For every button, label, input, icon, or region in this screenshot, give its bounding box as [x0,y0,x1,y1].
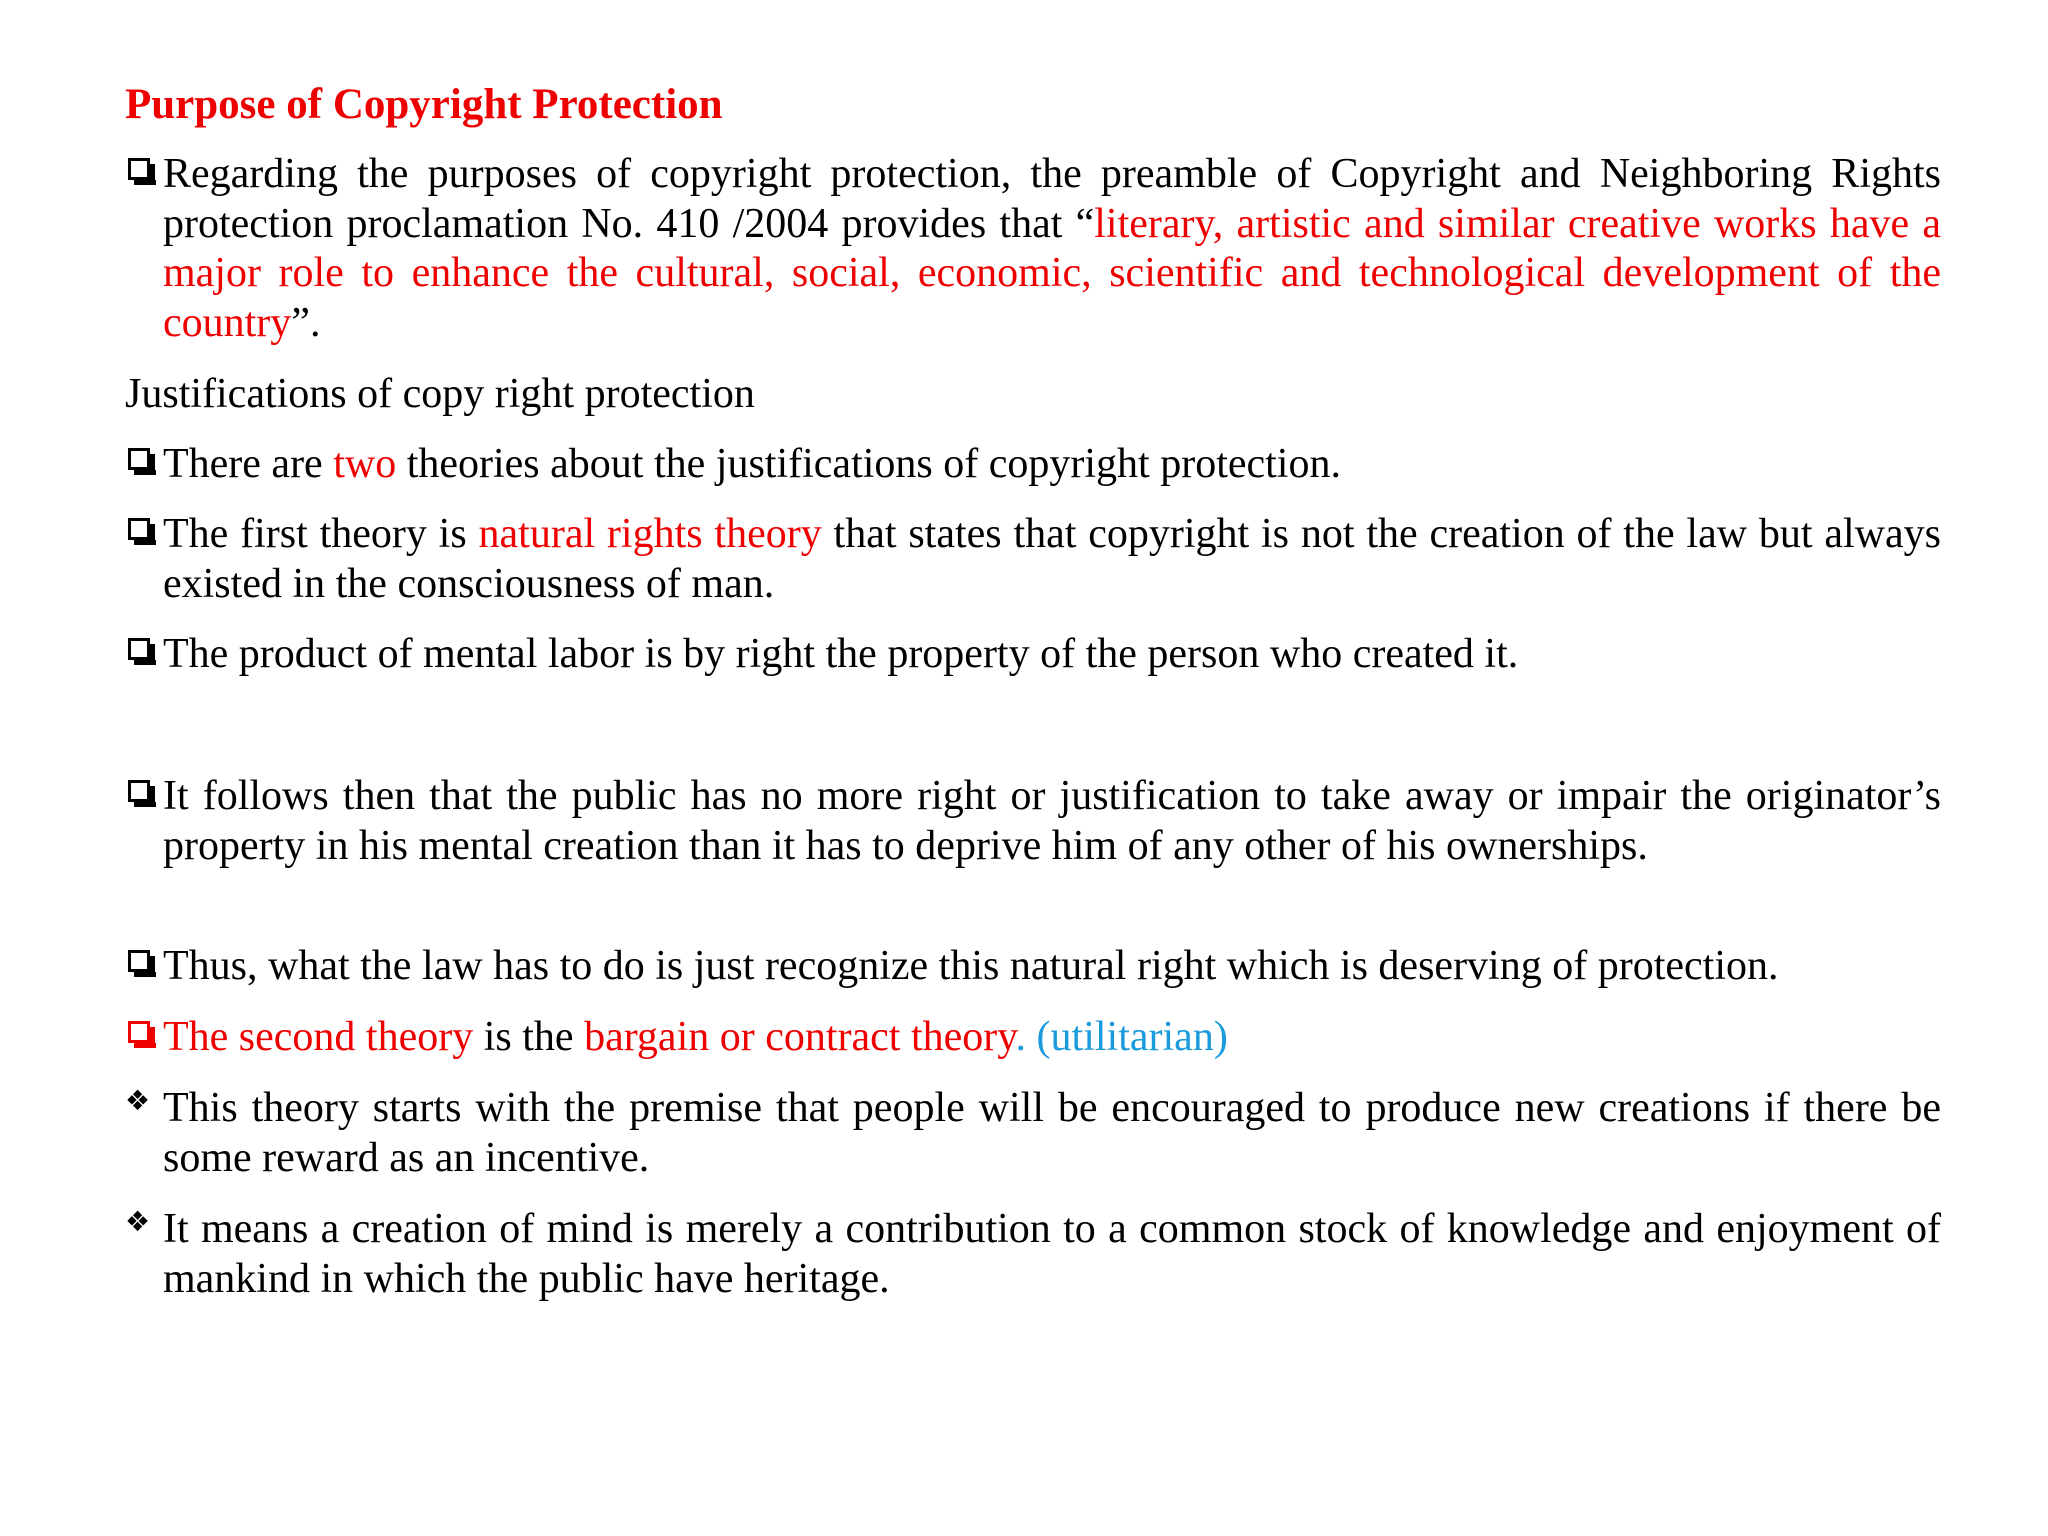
paragraph-text: that states that copyright is not the creation of the law but always existed in the consciousness of man. [163,511,1941,607]
highlight-natural-rights-theory: natural rights theory [478,511,822,557]
bullet-paragraph-first-theory [125,510,1941,609]
paragraph-text: is the [473,1014,585,1060]
square-bullet-icon [125,772,163,821]
period: . [1015,1014,1027,1060]
bullet-paragraph-two-theories [125,440,1941,490]
paragraph-text: The product of mental labor is by right the property of the person who created it. [163,631,1519,677]
paragraph-text: Thus, what the law has to do is just recognize this natural right which is deserving of protection. [163,943,1779,989]
paragraph-text: It means a creation of mind is merely a contribution to a common stock of knowledge and enjoyment of mankind in which the public have heritage. [163,1206,1941,1302]
paragraph-text: theories about the justifications of copyright protection. [396,441,1341,487]
slide-title: Purpose of Copyright Protection [125,81,723,128]
paragraph-text: There are [163,441,334,487]
highlight-utilitarian: (utilitarian) [1026,1014,1228,1060]
four-diamond-bullet-icon: ❖ [125,1205,151,1238]
highlight-second-theory: The second theory [163,1014,474,1060]
square-bullet-icon [125,510,163,559]
quoted-preamble: literary, artistic and similar creative works have a major role to enhance the cultural, social, economic, scientific and technological development of the country [163,200,1941,346]
square-bullet-icon [125,150,163,199]
bullet-paragraph-purposes [125,150,1941,348]
paragraph-text: It follows then that the public has no more right or justification to take away or impair the originator’s property in his mental creation than it has to deprive him of any other of his ownerships. [163,773,1941,869]
diamond-paragraph-common-stock [125,1205,1941,1304]
square-bullet-icon [125,630,163,679]
bullet-paragraph-mental-labor [125,630,1941,680]
diamond-paragraph-premise [125,1084,1941,1183]
closing-quote: ”. [291,299,321,346]
bullet-paragraph-law-recognize [125,942,1941,992]
square-bullet-icon [125,440,163,489]
paragraph-text: The first theory is [163,511,479,557]
four-diamond-bullet-icon: ❖ [125,1084,151,1117]
highlight-two: two [333,441,397,487]
square-bullet-icon [125,942,163,991]
paragraph-text: Regarding the purposes of copyright protection, the preamble of Copyright and Neighboring Rights protection proclamation No. 410 /2004 provides that “ [163,151,1941,247]
square-bullet-icon [125,1013,163,1062]
subheading-justifications: Justifications of copy right protection [125,371,755,417]
paragraph-text: This theory starts with the premise that people will be encouraged to produce new creations if there be some reward as an incentive. [163,1085,1941,1181]
bullet-paragraph-second-theory [125,1013,1941,1063]
highlight-bargain-theory: bargain or contract theory [584,1014,1016,1060]
bullet-paragraph-public-right [125,772,1941,871]
